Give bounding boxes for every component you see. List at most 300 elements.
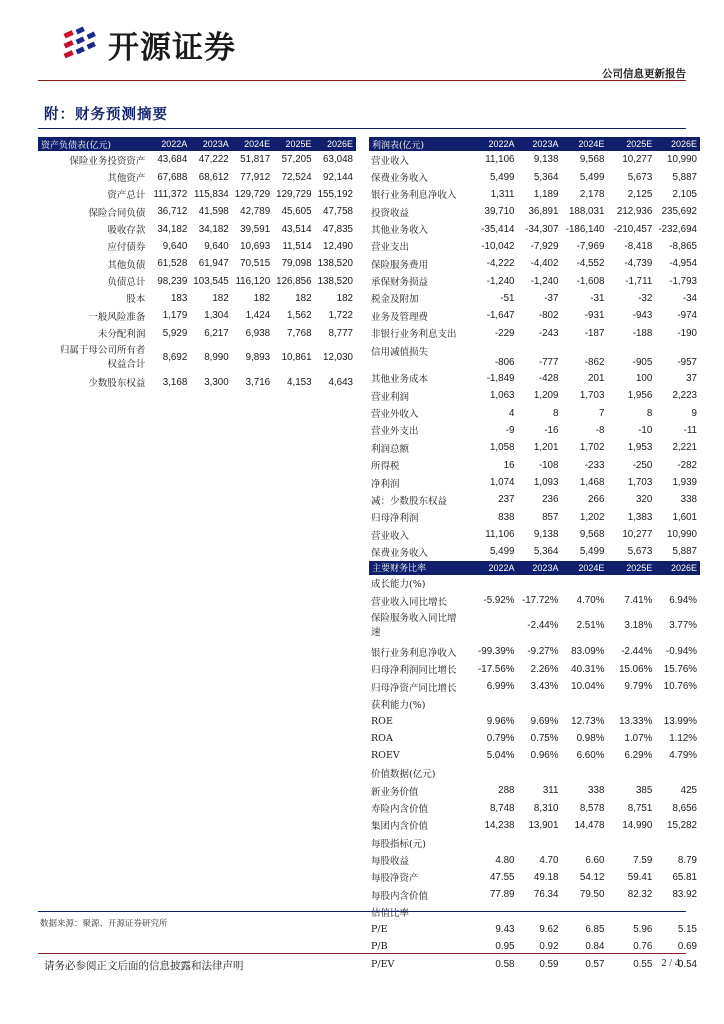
value-cell: 54.12	[579, 871, 605, 883]
value-cell: 6.29%	[624, 750, 653, 762]
value-cell: 2,178	[579, 188, 605, 200]
table-row	[369, 457, 700, 474]
table-row	[369, 643, 700, 660]
row-label: 净利润	[371, 478, 400, 490]
value-cell: -1,647	[486, 310, 515, 322]
row-label: 非银行业务利息支出	[371, 329, 457, 341]
value-cell: 14,990	[622, 819, 653, 831]
income-statement-header	[369, 137, 700, 151]
row-label: 每股指标(元)	[371, 838, 426, 850]
table-row	[38, 203, 356, 220]
value-cell: 0.58	[495, 958, 515, 970]
value-cell: 57,205	[281, 154, 312, 166]
value-cell: 188,031	[568, 206, 605, 218]
value-cell: 129,729	[234, 188, 271, 200]
value-cell: 6.85	[585, 923, 605, 935]
value-cell: 1,722	[328, 310, 353, 322]
table-row	[369, 782, 700, 799]
value-cell: 0.59	[539, 958, 559, 970]
row-label: 承保财务损益	[371, 277, 429, 289]
value-cell: 8,578	[579, 802, 605, 814]
value-cell: 98,239	[157, 275, 188, 287]
value-cell: -931	[584, 310, 605, 322]
value-cell: 14,478	[574, 819, 605, 831]
value-cell: 12.73%	[571, 715, 605, 727]
income-statement-title: 利润表(亿元)	[369, 137, 473, 151]
value-cell: 51,817	[240, 154, 271, 166]
value-cell	[607, 695, 655, 712]
value-cell	[518, 575, 562, 592]
value-cell: -806	[494, 356, 515, 368]
value-cell: 201	[588, 372, 605, 384]
value-cell: -10	[638, 424, 653, 436]
page-number: 2 / 4	[661, 958, 680, 969]
value-cell: 1,953	[627, 442, 653, 454]
table-row	[369, 921, 700, 938]
table-row	[38, 151, 356, 168]
value-cell: 8,656	[672, 802, 697, 814]
value-cell: 425	[680, 785, 697, 797]
value-cell: 67,688	[157, 171, 188, 183]
value-cell: -1,240	[530, 275, 559, 287]
value-cell	[561, 903, 607, 920]
value-cell: 182	[336, 292, 353, 304]
value-cell: 0.76	[633, 941, 653, 953]
value-cell: 8	[646, 407, 653, 419]
value-cell: 1,304	[204, 310, 229, 322]
value-cell: 6,217	[204, 327, 229, 339]
value-cell: 3,168	[162, 376, 188, 388]
value-cell: 2.26%	[530, 663, 559, 675]
row-label: 归母净利润	[371, 513, 419, 525]
table-row	[38, 374, 356, 391]
value-cell: -35,414	[481, 223, 515, 235]
table-row	[38, 220, 356, 237]
value-cell: 34,182	[157, 223, 188, 235]
value-cell	[655, 834, 700, 851]
row-label: 保费业务收入	[371, 547, 429, 559]
year-header: 2024E	[232, 137, 273, 151]
value-cell: 1.07%	[624, 733, 653, 745]
value-cell: 7.59	[633, 854, 653, 866]
value-cell: 5,673	[627, 546, 653, 558]
value-cell: 1,562	[287, 310, 312, 322]
value-cell: 61,947	[198, 258, 229, 270]
year-header: 2026E	[655, 561, 700, 575]
value-cell: -11	[683, 424, 697, 436]
table-row	[38, 168, 356, 185]
value-cell: 39,710	[484, 206, 515, 218]
value-cell: -8	[595, 424, 605, 436]
value-cell: 1,063	[489, 390, 515, 402]
value-cell: 14,238	[484, 819, 515, 831]
value-cell: -190	[677, 327, 697, 339]
value-cell: 37	[686, 372, 697, 384]
value-cell: 3,716	[245, 376, 271, 388]
section-title: 附：财务预测摘要	[44, 106, 168, 123]
table-row	[369, 765, 700, 782]
value-cell: 63,048	[323, 154, 353, 166]
value-cell: -4,739	[624, 258, 653, 270]
value-cell: 0.95	[495, 941, 515, 953]
value-cell: 182	[253, 292, 271, 304]
value-cell: 2,105	[672, 188, 697, 200]
table-row	[369, 543, 700, 560]
value-cell: 311	[542, 785, 559, 797]
value-cell: 3,300	[204, 376, 229, 388]
value-cell: 266	[588, 494, 605, 506]
table-row	[369, 220, 700, 237]
value-cell: 0.69	[677, 941, 697, 953]
value-cell: 5,499	[579, 171, 605, 183]
value-cell: 36,891	[528, 206, 559, 218]
value-cell: 47,222	[198, 154, 229, 166]
year-header: 2024E	[561, 137, 607, 151]
value-cell: 13,901	[528, 819, 559, 831]
value-cell: 6.94%	[669, 595, 697, 607]
value-cell: 12,490	[323, 240, 353, 252]
table-row	[369, 592, 700, 609]
value-cell: 129,729	[276, 188, 312, 200]
value-cell: 13.33%	[619, 715, 653, 727]
value-cell: -51	[500, 292, 515, 304]
row-label: 税金及附加	[371, 294, 419, 306]
value-cell: 47,835	[323, 223, 353, 235]
value-cell: 5,673	[627, 171, 653, 183]
brand-mark-icon	[60, 24, 104, 64]
value-cell: -17.56%	[478, 663, 515, 675]
value-cell: -5.92%	[483, 595, 515, 607]
table-row	[369, 695, 700, 712]
value-cell: 43,684	[157, 154, 188, 166]
value-cell: 4.70	[539, 854, 559, 866]
year-header: 2026E	[655, 137, 700, 151]
value-cell: 116,120	[235, 275, 271, 287]
year-header: 2022A	[473, 561, 518, 575]
value-cell: -186,140	[565, 223, 605, 235]
value-cell: 9,640	[204, 240, 229, 252]
table-row	[369, 713, 700, 730]
table-row	[369, 661, 700, 678]
value-cell: 11,106	[485, 529, 515, 541]
value-cell: -229	[494, 327, 515, 339]
value-cell: 103,545	[193, 275, 229, 287]
value-cell: 1,189	[533, 188, 559, 200]
value-cell	[607, 903, 655, 920]
row-label: 其他业务成本	[371, 374, 429, 386]
value-cell: -957	[677, 356, 697, 368]
value-cell: 6.99%	[486, 681, 515, 693]
value-cell	[561, 765, 607, 782]
value-cell: -905	[632, 356, 653, 368]
value-cell: 13.99%	[663, 715, 697, 727]
value-cell: 138,520	[317, 258, 353, 270]
table-row	[369, 439, 700, 456]
value-cell: 9,568	[579, 154, 605, 166]
value-cell: 236	[542, 494, 559, 506]
value-cell: 82.32	[627, 889, 653, 901]
value-cell: -34,307	[525, 223, 559, 235]
value-cell: -4,954	[669, 258, 697, 270]
value-cell: 1,468	[579, 477, 605, 489]
row-label: 投资收益	[371, 207, 410, 219]
value-cell: 9,138	[533, 154, 559, 166]
value-cell: 15.76%	[663, 663, 697, 675]
row-label: 营业收入同比增长	[371, 596, 448, 608]
value-cell: -862	[584, 356, 605, 368]
value-cell: 838	[498, 511, 515, 523]
value-cell: -4,552	[576, 258, 605, 270]
income-statement-table	[369, 137, 700, 973]
ratios-title: 主要财务比率	[369, 561, 473, 575]
row-label: 营业支出	[371, 242, 410, 254]
value-cell: 2.51%	[576, 620, 605, 632]
row-label: 营业收入	[371, 155, 410, 167]
row-label: 寿险内含价值	[371, 804, 429, 816]
value-cell: -1,793	[669, 275, 697, 287]
value-cell: -282	[677, 459, 697, 471]
value-cell: 1,093	[533, 477, 559, 489]
table-row	[38, 324, 356, 341]
brand-logo	[60, 24, 236, 64]
row-label: 保费业务收入	[371, 173, 429, 185]
value-cell: 77.89	[489, 889, 515, 901]
row-label: 未分配利润	[97, 329, 146, 341]
table-row	[369, 422, 700, 439]
value-cell: 3.18%	[624, 620, 653, 632]
value-cell: 47.55	[489, 871, 515, 883]
table-row	[38, 238, 356, 255]
row-label-line: 速	[371, 627, 381, 639]
value-cell: 79.50	[579, 889, 605, 901]
value-cell: 4.70%	[576, 595, 605, 607]
value-cell: 34,182	[198, 223, 229, 235]
value-cell	[473, 695, 518, 712]
value-cell: 1,179	[162, 310, 188, 322]
row-label: 减：少数股东权益	[371, 495, 448, 507]
table-row	[369, 404, 700, 421]
value-cell: -16	[544, 424, 559, 436]
value-cell: 68,612	[198, 171, 229, 183]
value-cell: 10.76%	[663, 681, 697, 693]
value-cell: -10,042	[481, 240, 515, 252]
row-label: 利润总额	[371, 443, 410, 455]
table-row	[369, 869, 700, 886]
value-cell: 59.41	[627, 871, 653, 883]
row-label: 保险服务费用	[371, 259, 429, 271]
value-cell: 1.12%	[669, 733, 697, 745]
year-header: 2023A	[518, 137, 562, 151]
table-row	[369, 168, 700, 185]
table-row	[369, 238, 700, 255]
value-cell: 4.80	[495, 854, 515, 866]
value-cell: -802	[538, 310, 559, 322]
report-type: 公司信息更新报告	[602, 68, 686, 80]
value-cell	[655, 695, 700, 712]
value-cell: 138,520	[317, 275, 353, 287]
value-cell: 3.43%	[530, 681, 559, 693]
value-cell: 7,768	[287, 327, 312, 339]
value-cell: -17.72%	[521, 595, 559, 607]
value-cell: 9,893	[245, 351, 271, 363]
table-row	[369, 509, 700, 526]
value-cell: 1,702	[579, 442, 605, 454]
value-cell: 42,789	[240, 206, 271, 218]
value-cell: 70,515	[240, 258, 271, 270]
value-cell: 9.69%	[530, 715, 559, 727]
value-cell: -99.39%	[478, 646, 515, 658]
value-cell: 10,990	[667, 154, 697, 166]
value-cell: 100	[635, 372, 653, 384]
value-cell: -1,849	[486, 372, 515, 384]
value-cell: 8,990	[204, 351, 229, 363]
row-label: 其他业务收入	[371, 225, 429, 237]
row-label	[38, 342, 149, 374]
value-cell: 9.43	[495, 923, 515, 935]
value-cell: 7.41%	[624, 595, 653, 607]
table-row	[38, 307, 356, 324]
table-row	[369, 834, 700, 851]
value-cell: 61,528	[157, 258, 188, 270]
value-cell: 10,990	[667, 529, 697, 541]
value-cell: 5,499	[489, 171, 515, 183]
row-label-line: 归属于母公司所有者	[59, 344, 146, 356]
value-cell	[518, 765, 562, 782]
table-row	[369, 186, 700, 203]
row-label: 其他负债	[107, 259, 146, 271]
table-row	[38, 342, 356, 374]
year-header: 2026E	[315, 137, 356, 151]
value-cell: 6,938	[245, 327, 271, 339]
value-cell: -232,694	[658, 223, 697, 235]
value-cell: 9	[691, 407, 697, 419]
year-header: 2024E	[561, 561, 607, 575]
value-cell: 10,277	[622, 154, 653, 166]
table-row	[369, 526, 700, 543]
row-label: 集团内含价值	[371, 821, 429, 833]
table-bottom-divider	[38, 911, 686, 912]
row-label: 所得税	[371, 461, 400, 473]
value-cell: -108	[538, 459, 559, 471]
value-cell: -4,402	[530, 258, 559, 270]
value-cell: 41,598	[198, 206, 229, 218]
table-row	[369, 903, 700, 920]
value-cell: 4.79%	[669, 750, 697, 762]
value-cell: 83.09%	[571, 646, 605, 658]
value-cell: 0.54	[677, 958, 697, 970]
value-cell: 47,758	[323, 206, 353, 218]
value-cell: 5,887	[672, 546, 697, 558]
value-cell: 182	[295, 292, 312, 304]
row-label: 估值比率	[371, 908, 410, 920]
table-row	[369, 491, 700, 508]
value-cell: -7,929	[530, 240, 559, 252]
value-cell: 288	[498, 785, 515, 797]
value-cell	[655, 903, 700, 920]
table-row	[369, 886, 700, 903]
table-row	[369, 272, 700, 289]
value-cell: 4,643	[328, 376, 353, 388]
value-cell: 0.84	[585, 941, 605, 953]
footer-disclaimer: 请务必参阅正文后面的信息披露和法律声明	[44, 960, 244, 972]
value-cell: -1,240	[486, 275, 515, 287]
value-cell: -250	[632, 459, 653, 471]
table-row	[369, 324, 700, 341]
value-cell	[607, 765, 655, 782]
row-label-line: 权益合计	[107, 358, 146, 370]
value-cell: 12,030	[323, 351, 353, 363]
value-cell: 4,153	[287, 376, 312, 388]
table-row	[369, 609, 700, 643]
value-cell: 1,311	[490, 188, 515, 200]
value-cell: 5,364	[533, 171, 559, 183]
table-row	[369, 342, 700, 370]
table-row	[369, 678, 700, 695]
table-row	[369, 290, 700, 307]
row-label: ROE	[371, 715, 393, 727]
value-cell: -34	[682, 292, 697, 304]
row-label: P/B	[371, 941, 388, 953]
value-cell: 857	[542, 511, 559, 523]
value-cell: 77,912	[240, 171, 271, 183]
value-cell	[518, 695, 562, 712]
value-cell: 3.77%	[669, 620, 697, 632]
value-cell: 79,098	[281, 258, 312, 270]
row-label: 获利能力(%)	[371, 699, 426, 711]
value-cell: 49.18	[533, 871, 559, 883]
value-cell: 76.34	[533, 889, 559, 901]
value-cell: 1,956	[627, 390, 653, 402]
value-cell: 11,514	[282, 240, 312, 252]
value-cell: 1,202	[579, 511, 605, 523]
value-cell	[655, 765, 700, 782]
ratios-header	[369, 561, 700, 575]
row-label: 每股收益	[371, 856, 410, 868]
value-cell: -210,457	[613, 223, 653, 235]
year-header: 2025E	[607, 561, 655, 575]
value-cell: 1,383	[627, 511, 653, 523]
value-cell: 6.60	[585, 854, 605, 866]
table-row	[369, 370, 700, 387]
value-cell: 111,372	[153, 188, 188, 200]
year-header: 2022A	[473, 137, 518, 151]
table-row	[369, 851, 700, 868]
value-cell: 1,703	[627, 477, 653, 489]
value-cell: -187	[584, 327, 605, 339]
footer-divider	[38, 953, 686, 954]
value-cell: 5,929	[162, 327, 188, 339]
value-cell: 5.96	[633, 923, 653, 935]
value-cell: -7,969	[576, 240, 605, 252]
row-label: 新业务价值	[371, 786, 419, 798]
table-row	[369, 799, 700, 816]
year-header: 2025E	[607, 137, 655, 151]
value-cell: -2.44%	[527, 620, 559, 632]
value-cell: 65.81	[672, 871, 697, 883]
year-header: 2023A	[190, 137, 231, 151]
value-cell: 0.79%	[486, 733, 515, 745]
value-cell: 2,221	[672, 442, 697, 454]
value-cell: 1,201	[533, 442, 559, 454]
row-label: 营业外收入	[371, 409, 419, 421]
table-row	[369, 474, 700, 491]
table-row	[369, 575, 700, 592]
value-cell: 338	[588, 785, 605, 797]
value-cell: 1,601	[672, 511, 697, 523]
row-label: 归母净利润同比增长	[371, 665, 457, 677]
row-label: 保险合同负债	[88, 207, 146, 219]
value-cell: 1,424	[245, 310, 271, 322]
